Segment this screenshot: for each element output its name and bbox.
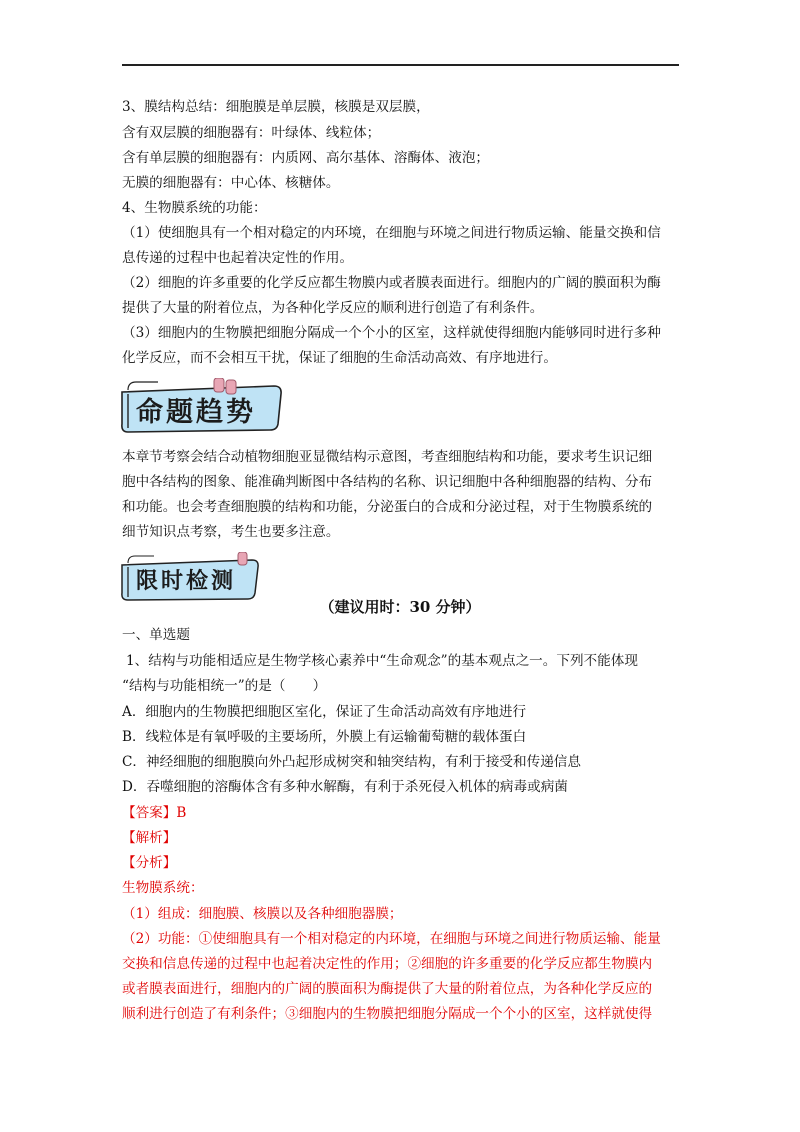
analysis-label: 【解析】 — [122, 830, 177, 846]
header-rule — [122, 64, 679, 66]
banner-title: 限时检测 — [136, 569, 237, 594]
text-line: 含有双层膜的细胞器有：叶绿体、线粒体； — [122, 125, 381, 141]
option-b: B．线粒体是有氧呼吸的主要场所，外膜上有运输葡萄糖的载体蛋白 — [122, 729, 527, 745]
text-line: 提供了大量的附着位点，为各种化学反应的顺利进行创造了有利条件。 — [122, 300, 544, 316]
explanation-line: 交换和信息传递的过程中也起着决定性的作用；②细胞的许多重要的化学反应都生物膜内 — [122, 956, 653, 972]
text-line: （2）细胞的许多重要的化学反应都生物膜内或者膜表面进行。细胞内的广阔的膜面积为酶 — [122, 275, 661, 291]
question-stem: 1、结构与功能相适应是生物学核心素养中“生命观念”的基本观点之一。下列不能体现 — [126, 653, 638, 669]
fenxi-label: 【分析】 — [122, 855, 177, 871]
explanation-line: 顺利进行创造了有利条件；③细胞内的生物膜把细胞分隔成一个个小的区室，这样就使得 — [122, 1006, 653, 1022]
suggested-time: （建议用时：30 分钟） — [319, 598, 481, 616]
text-line: 细节知识点考察，考生也要多注意。 — [122, 524, 340, 540]
text-line: 3、膜结构总结：细胞膜是单层膜，核膜是双层膜， — [122, 99, 430, 115]
section-banner-trend — [118, 378, 288, 434]
text-line: （1）使细胞具有一个相对稳定的内环境，在细胞与环境之间进行物质运输、能量交换和信 — [122, 225, 661, 241]
text-line: 无膜的细胞器有：中心体、核糖体。 — [122, 175, 340, 191]
banner-title: 命题趋势 — [136, 397, 256, 428]
text-line: 和功能。也会考查细胞膜的结构和功能，分泌蛋白的合成和分泌过程，对于生物膜系统的 — [122, 499, 653, 515]
text-line: 胞中各结构的图象、能准确判断图中各结构的名称、识记细胞中各种细胞器的结构、分布 — [122, 474, 653, 490]
option-d: D．吞噬细胞的溶酶体含有多种水解酶，有利于杀死侵入机体的病毒或病菌 — [122, 779, 568, 795]
section-heading: 一、单选题 — [122, 627, 190, 643]
explanation-line: （1）组成：细胞膜、核膜以及各种细胞器膜； — [122, 906, 403, 922]
option-c: C．神经细胞的细胞膜向外凸起形成树突和轴突结构，有利于接受和传递信息 — [122, 754, 581, 770]
text-line: 本章节考察会结合动植物细胞亚显微结构示意图，考查细胞结构和功能，要求考生识记细 — [122, 449, 653, 465]
text-line: 4、生物膜系统的功能： — [122, 200, 267, 216]
text-line: （3）细胞内的生物膜把细胞分隔成一个个小的区室，这样就使得细胞内能够同时进行多种 — [122, 325, 661, 341]
text-line: 含有单层膜的细胞器有：内质网、高尔基体、溶酶体、液泡； — [122, 150, 490, 166]
answer-label: 【答案】B — [122, 805, 187, 821]
section-banner-test — [118, 552, 266, 602]
text-line: 息传递的过程中也起着决定性的作用。 — [122, 250, 354, 266]
explanation-line: 生物膜系统： — [122, 880, 204, 896]
explanation-line: （2）功能：①使细胞具有一个相对稳定的内环境，在细胞与环境之间进行物质运输、能量 — [122, 931, 661, 947]
text-line: 化学反应，而不会相互干扰，保证了细胞的生命活动高效、有序地进行。 — [122, 350, 557, 366]
question-stem: “结构与功能相统一”的是（ ） — [122, 678, 327, 694]
option-a: A．细胞内的生物膜把细胞区室化，保证了生命活动高效有序地进行 — [122, 704, 527, 720]
explanation-line: 或者膜表面进行，细胞内的广阔的膜面积为酶提供了大量的附着位点，为各种化学反应的 — [122, 981, 653, 997]
